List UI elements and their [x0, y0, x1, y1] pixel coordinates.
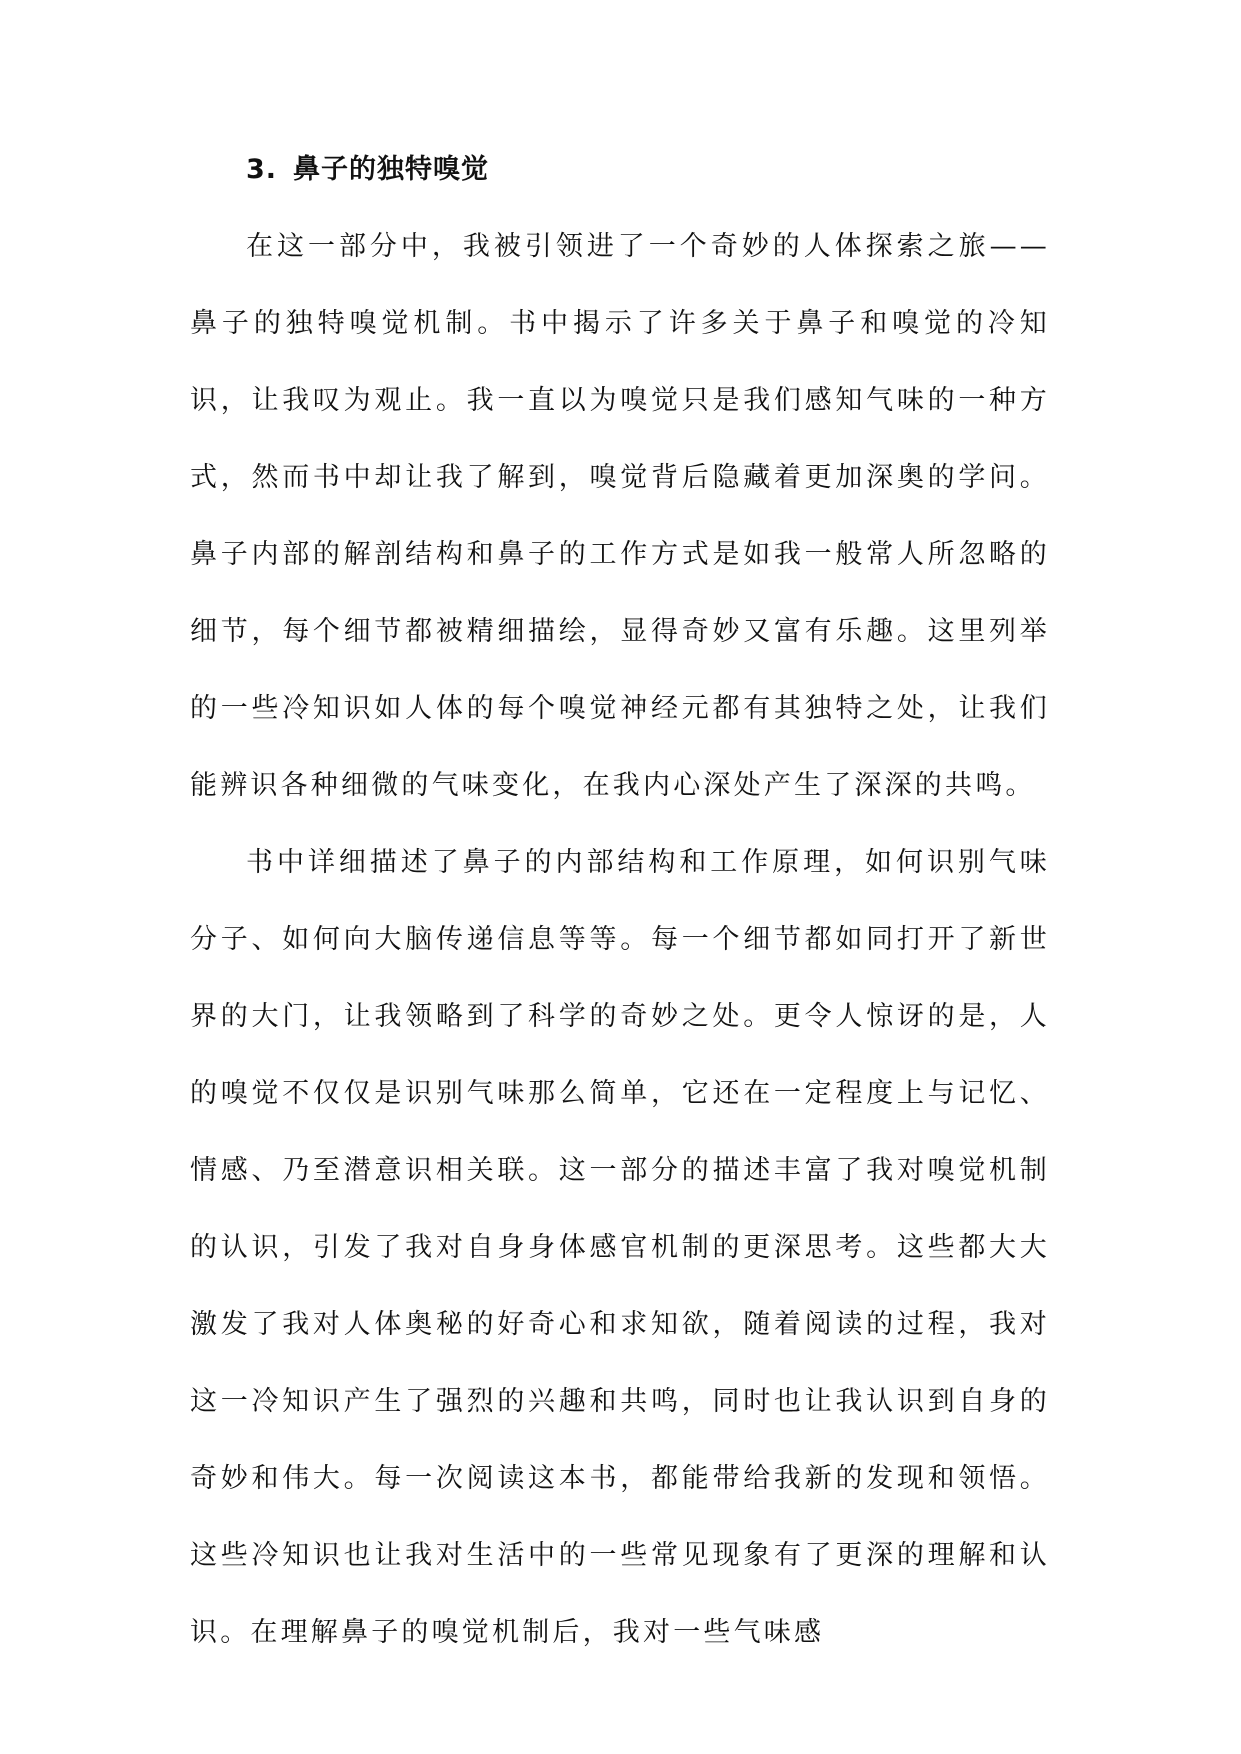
- section-number: 3.: [246, 154, 278, 185]
- section-title: 鼻子的独特嗅觉: [293, 154, 490, 185]
- document-body: [190, 150, 1050, 1671]
- paragraph-1: 在这一部分中，我被引领进了一个奇妙的人体探索之旅——鼻子的独特嗅觉机制。书中揭示了许多关于鼻子和嗅觉的冷知识，让我叹为观止。我一直以为嗅觉只是我们感知气味的一种方式，然而书中却让我了解到，嗅觉背后隐藏着更加深奥的学问。鼻子内部的解剖结构和鼻子的工作方式是如我一般常人所忽略的细节，每个细节都被精细描绘，显得奇妙又富有乐趣。这里列举的一些冷知识如人体的每个嗅觉神经元都有其独特之处，让我们能辨识各种细微的气味变化，在我内心深处产生了深深的共鸣。: [190, 231, 1050, 801]
- paragraph-2: 书中详细描述了鼻子的内部结构和工作原理，如何识别气味分子、如何向大脑传递信息等等。每一个细节都如同打开了新世界的大门，让我领略到了科学的奇妙之处。更令人惊讶的是，人的嗅觉不仅仅是识别气味那么简单，它还在一定程度上与记忆、情感、乃至潜意识相关联。这一部分的描述丰富了我对嗅觉机制的认识，引发了我对自身身体感官机制的更深思考。这些都大大激发了我对人体奥秘的好奇心和求知欲，随着阅读的过程，我对这一冷知识产生了强烈的兴趣和共鸣，同时也让我认识到自身的奇妙和伟大。每一次阅读这本书，都能带给我新的发现和领悟。这些冷知识也让我对生活中的一些常见现象有了更深的理解和认识。在理解鼻子的嗅觉机制后，我对一些气味感: [190, 847, 1050, 1648]
- section-heading: [246, 150, 1050, 190]
